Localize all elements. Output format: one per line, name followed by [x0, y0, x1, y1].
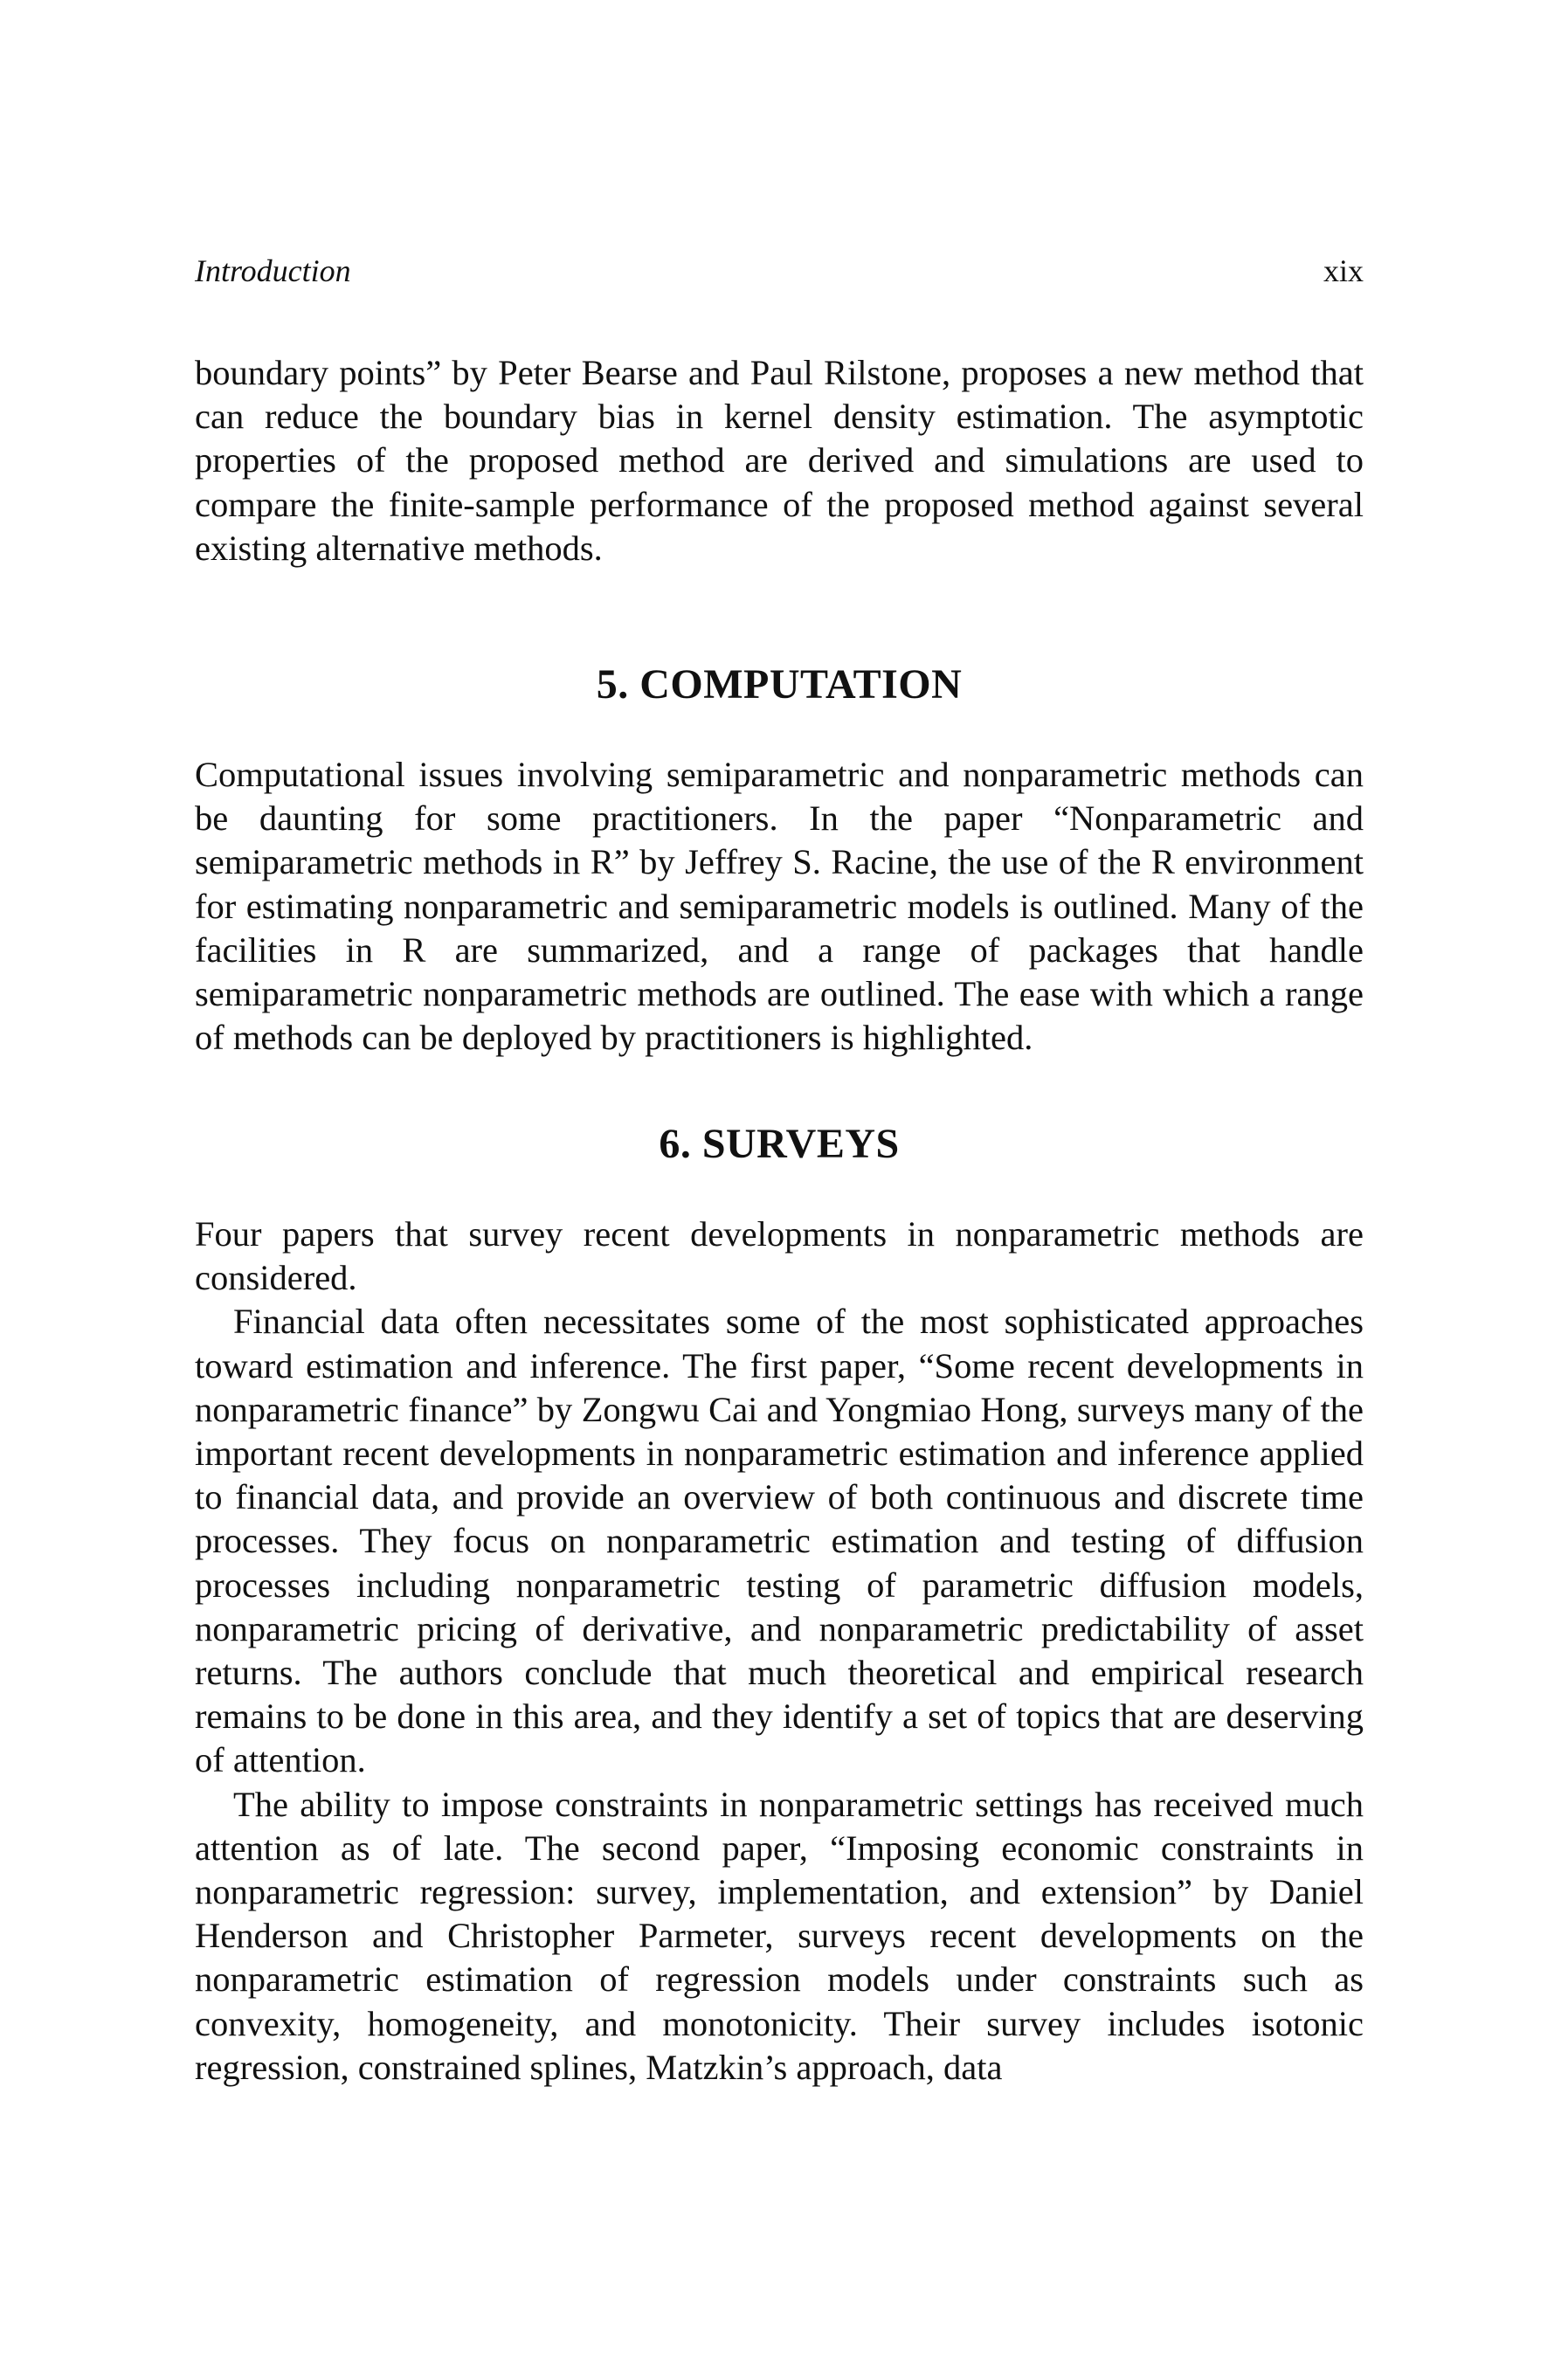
section-6-body: [195, 1213, 1364, 2090]
running-head-title: Introduction: [195, 253, 351, 288]
section-6-paragraph-intro: Four papers that survey recent developments in nonparametric methods are considered.: [195, 1214, 1364, 1298]
section-5-heading: 5. COMPUTATION: [596, 661, 963, 708]
page-number: xix: [1323, 253, 1364, 288]
section-6-heading: 6. SURVEYS: [659, 1121, 900, 1167]
section-6-paragraph-finance: Financial data often necessitates some of the most sophisticated approaches toward estimation and inference. The first paper, “Some recent developments in nonparametric finance” by Zongwu Cai and Yongmiao Hong, surveys many of the important recent developments in nonparametric estimation and inference applied to financial data, and provide an overview of both continuous and discrete time processes. They focus on nonparametric estimation and testing of diffusion processes including nonparametric testing of parametric diffusion models, nonparametric pricing of derivative, and nonparametric predictability of asset returns. The authors conclude that much theoretical and empirical research remains to be done in this area, and they identify a set of topics that are deserving of attention.: [195, 1302, 1364, 1780]
section-6-paragraph-constraints: The ability to impose constraints in nonparametric settings has received much attention as of late. The second paper, “Imposing economic constraints in nonparametric regression: survey, implementation, and extension” by Daniel Henderson and Christopher Parmeter, surveys recent developments on the nonparametric estimation of regression models under constraints such as convexity, homogeneity, and monotonicity. Their survey includes isotonic regression, constrained splines, Matzkin’s approach, data: [195, 1784, 1364, 2087]
section-5-paragraph: Computational issues involving semiparametric and nonparametric methods can be daunting for some practitioners. In the paper “Nonparametric and semiparametric methods in R” by Jeffrey S. Racine, the use of the R environment for estimating nonparametric and semiparametric models is outlined. Many of the facilities in R are summarized, and a range of packages that handle semiparametric nonparametric methods are outlined. The ease with which a range of methods can be deployed by practitioners is highlighted.: [195, 755, 1364, 1058]
running-head: [195, 253, 1364, 288]
continued-paragraph-block: [195, 351, 1364, 570]
section-5-body: [195, 753, 1364, 1060]
continued-paragraph: boundary points” by Peter Bearse and Paul Rilstone, proposes a new method that can reduce the boundary bias in kernel density estimation. The asymptotic properties of the proposed method are derived and simulations are used to compare the finite-sample performance of the proposed method against several existing alternative methods.: [195, 353, 1364, 568]
